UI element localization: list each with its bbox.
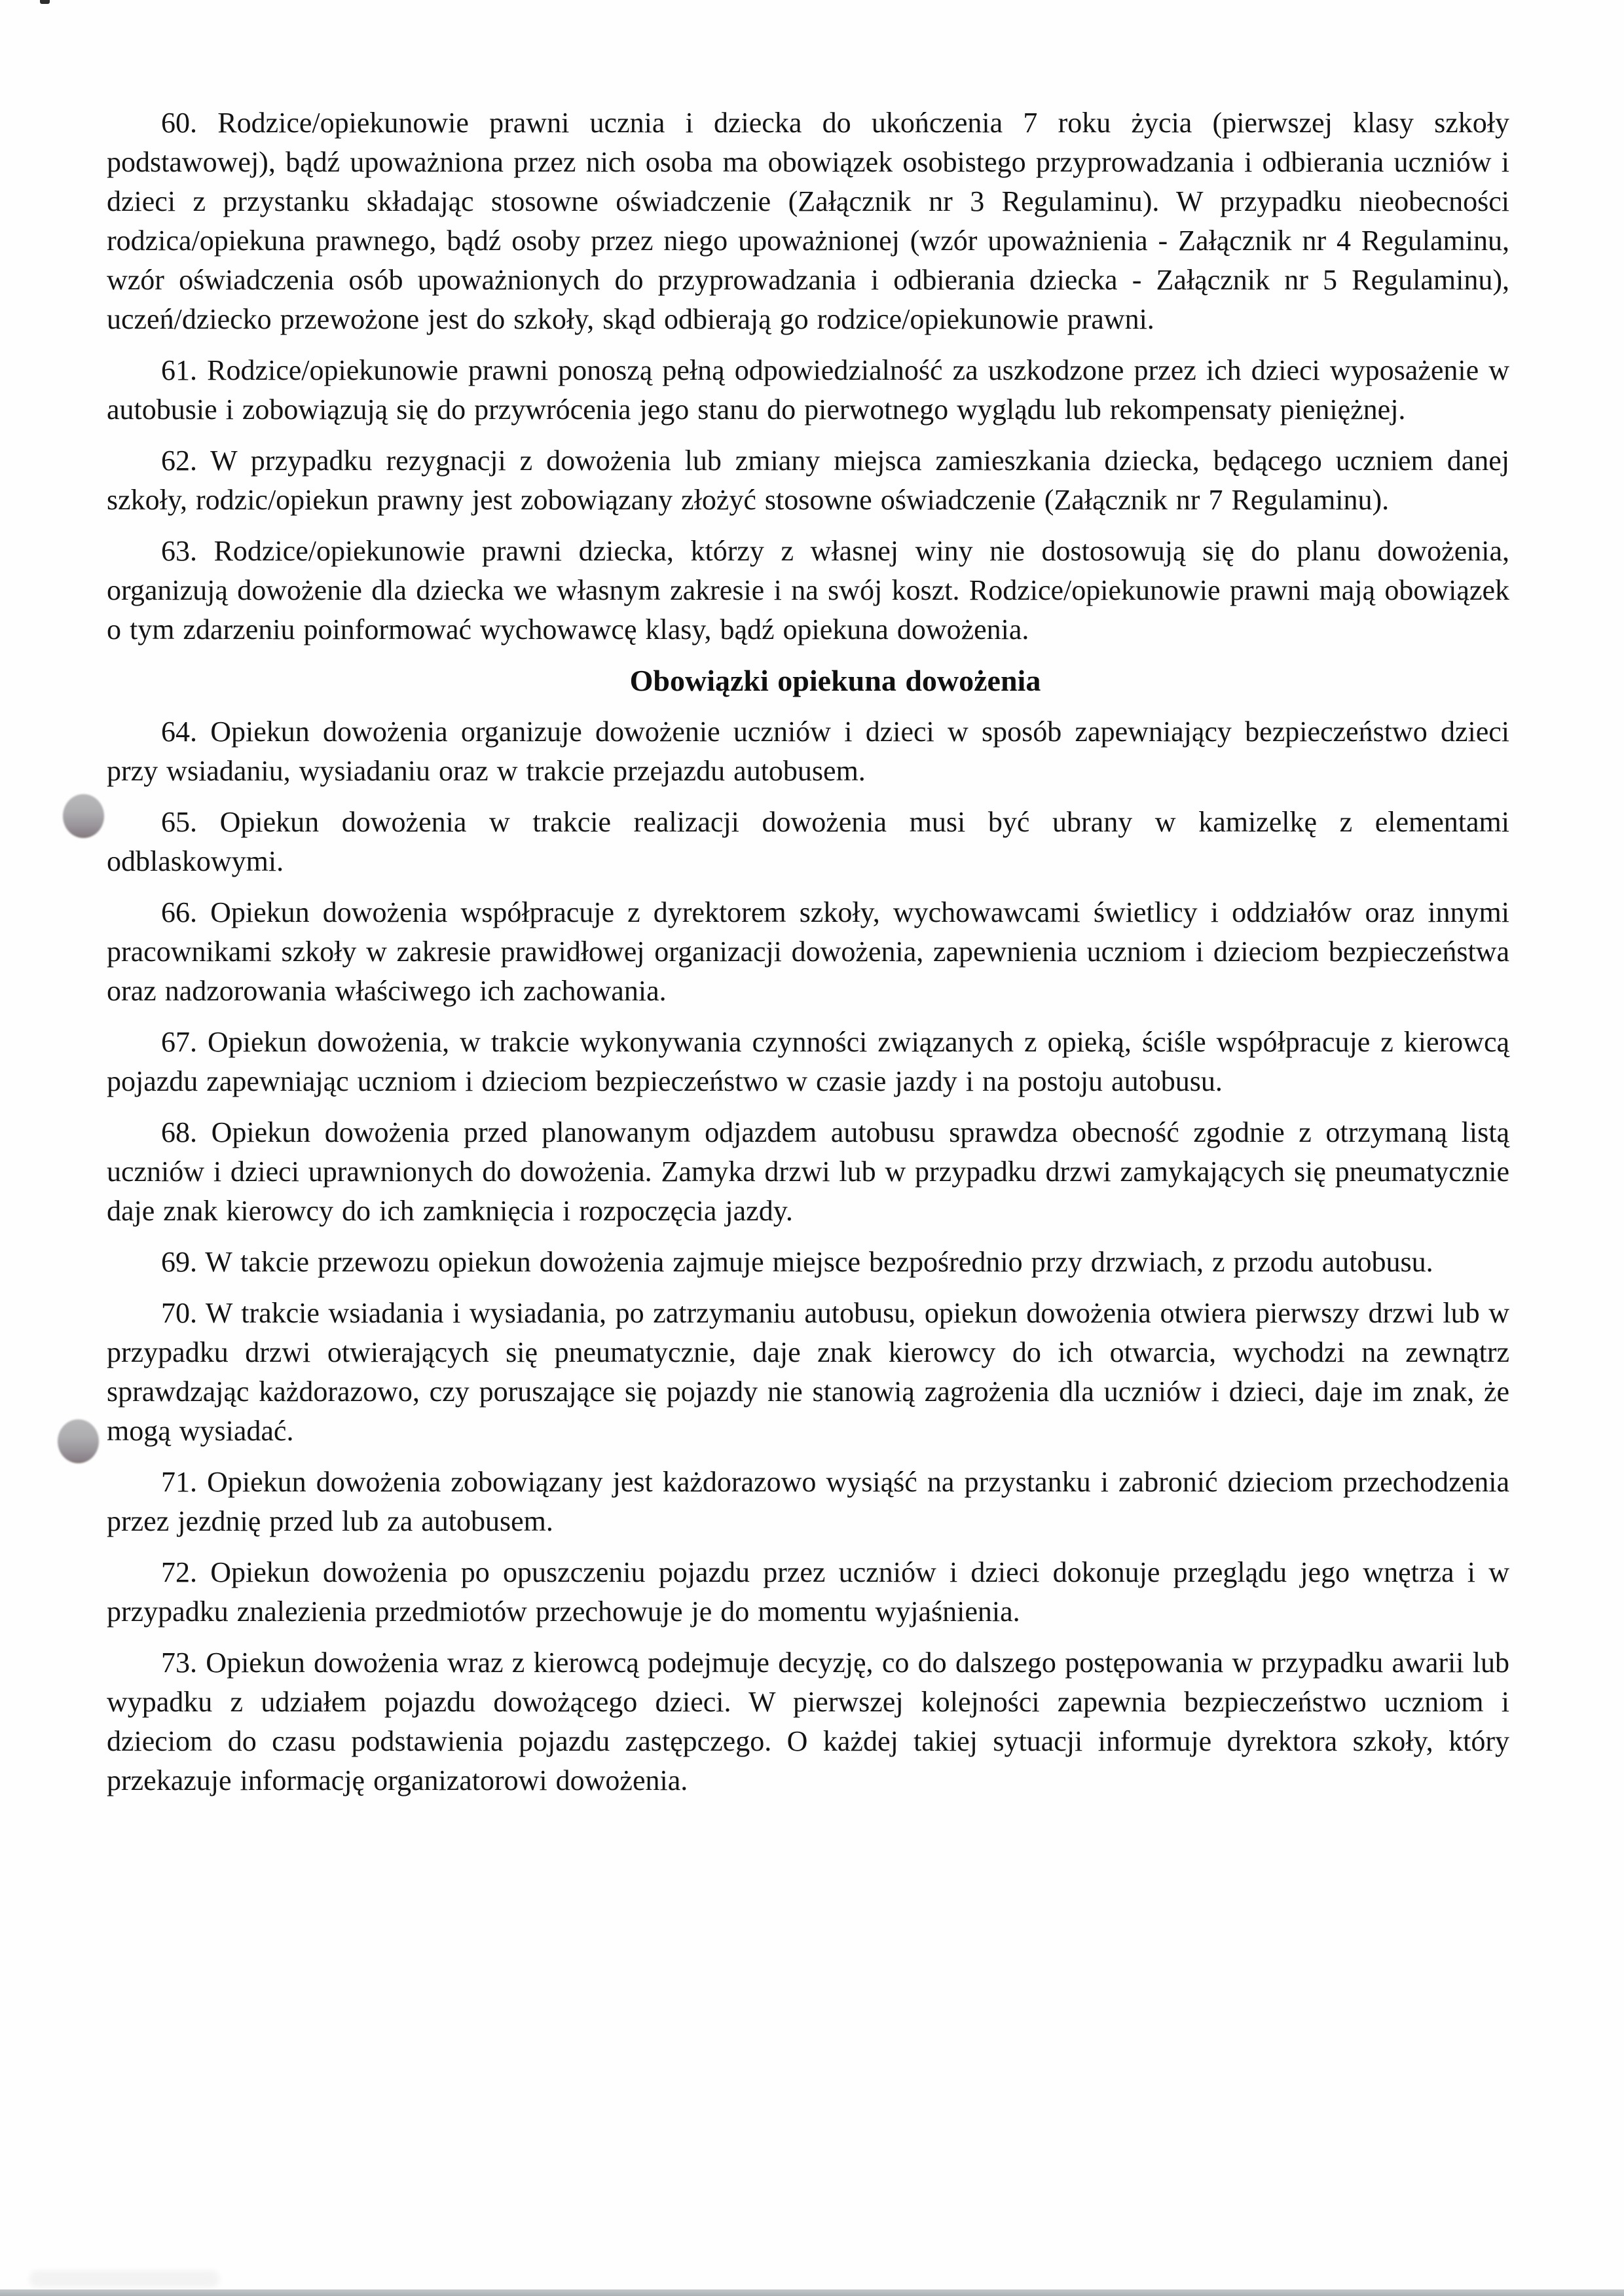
paragraph-70: 70. W trakcie wsiadania i wysiadania, po zatrzymaniu autobusu, opiekun dowożenia otwiera pierwszy drzwi lub w przypadku drzwi otwierających się pneumatycznie, daje znak kierowcy do ich otwarcia, wychodzi na zewnątrz sprawdzając każdorazowo, czy poruszające się pojazdy nie stanowią zagrożenia dla uczniów i dzieci, daje im znak, że mogą wysiadać. [107,1297,1509,1447]
scan-edge-shadow [0,2289,1624,2296]
paragraph-62: 62. W przypadku rezygnacji z dowożenia lub zmiany miejsca zamieszkania dziecka, będącego uczniem danej szkoły, rodzic/opiekun prawny jest zobowiązany złożyć stosowne oświadczenie (Załącznik nr 7 Regulaminu). [107,445,1509,516]
paragraph-69: 69. W takcie przewozu opiekun dowożenia zajmuje miejsce bezpośrednio przy drzwiach, z przodu autobusu. [161,1246,1433,1278]
paragraph-68: 68. Opiekun dowożenia przed planowanym odjazdem autobusu sprawdza obecność zgodnie z otrzymaną listą uczniów i dzieci uprawnionych do dowożenia. Zamyka drzwi lub w przypadku drzwi zamykających się pneumatycznie daje znak kierowcy do ich zamknięcia i rozpoczęcia jazdy. [107,1116,1509,1227]
paragraph-63: 63. Rodzice/opiekunowie prawni dziecka, którzy z własnej winy nie dostosowują się do planu dowożenia, organizują dowożenie dla dziecka we własnym zakresie i na swój koszt. Rodzice/opiekunowie prawni mają obowiązek o tym zdarzeniu poinformować wychowawcę klasy, bądź opiekuna dowożenia. [107,535,1509,646]
paragraph-67: 67. Opiekun dowożenia, w trakcie wykonywania czynności związanych z opieką, ściśle współpracuje z kierowcą pojazdu zapewniając uczniom i dzieciom bezpieczeństwo w czasie jazdy i na postoju autobusu. [107,1026,1509,1097]
paragraph-66: 66. Opiekun dowożenia współpracuje z dyrektorem szkoły, wychowawcami świetlicy i oddziałów oraz innymi pracownikami szkoły w zakresie prawidłowej organizacji dowożenia, zapewnienia uczniom i dzieciom bezpieczeństwa oraz nadzorowania właściwego ich zachowania. [107,896,1509,1007]
binder-hole-mark-top [63,794,104,838]
paragraph-73: 73. Opiekun dowożenia wraz z kierowcą podejmuje decyzję, co do dalszego postępowania w przypadku awarii lub wypadku z udziałem pojazdu dowożącego dzieci. W pierwszej kolejności zapewnia bezpieczeństwo uczniom i dzieciom do czasu podstawienia pojazdu zastępczego. O każdej takiej sytuacji informuje dyrektora szkoły, który przekazuje informację organizatorowi dowożenia. [107,1647,1509,1796]
binder-hole-mark-bottom [58,1419,99,1463]
document-text-block [107,103,1509,1812]
scan-smudge-artifact [29,2270,219,2287]
paragraph-72: 72. Opiekun dowożenia po opuszczeniu pojazdu przez uczniów i dzieci dokonuje przeglądu jego wnętrza i w przypadku znalezienia przedmiotów przechowuje je do momentu wyjaśnienia. [107,1556,1509,1628]
paragraph-61: 61. Rodzice/opiekunowie prawni ponoszą pełną odpowiedzialność za uszkodzone przez ich dzieci wyposażenie w autobusie i zobowiązują się do przywrócenia jego stanu do pierwotnego wyglądu lub rekompensaty pieniężnej. [107,354,1509,426]
paragraph-64: 64. Opiekun dowożenia organizuje dowożenie uczniów i dzieci w sposób zapewniający bezpieczeństwo dzieci przy wsiadaniu, wysiadaniu oraz w trakcie przejazdu autobusem. [107,716,1509,787]
scan-artifact-dash [40,0,50,4]
paragraph-71: 71. Opiekun dowożenia zobowiązany jest każdorazowo wysiąść na przystanku i zabronić dzieciom przechodzenia przez jezdnię przed lub za autobusem. [107,1466,1509,1537]
paragraph-60: 60. Rodzice/opiekunowie prawni ucznia i dziecka do ukończenia 7 roku życia (pierwszej klasy szkoły podstawowej), bądź upoważniona przez nich osoba ma obowiązek osobistego przyprowadzania i odbierania uczniów i dzieci z przystanku składając stosowne oświadczenie (Załącznik nr 3 Regulaminu). W przypadku nieobecności rodzica/opiekuna prawnego, bądź osoby przez niego upoważnionej (wzór upoważnienia - Załącznik nr 4 Regulaminu, wzór oświadczenia osób upoważnionych do przyprowadzania i odbierania dziecka - Załącznik nr 5 Regulaminu), uczeń/dziecko przewożone jest do szkoły, skąd odbierają go rodzice/opiekunowie prawni. [107,107,1509,335]
paragraph-65: 65. Opiekun dowożenia w trakcie realizacji dowożenia musi być ubrany w kamizelkę z elementami odblaskowymi. [107,806,1509,877]
section-heading: Obowiązki opiekuna dowożenia [629,664,1041,697]
